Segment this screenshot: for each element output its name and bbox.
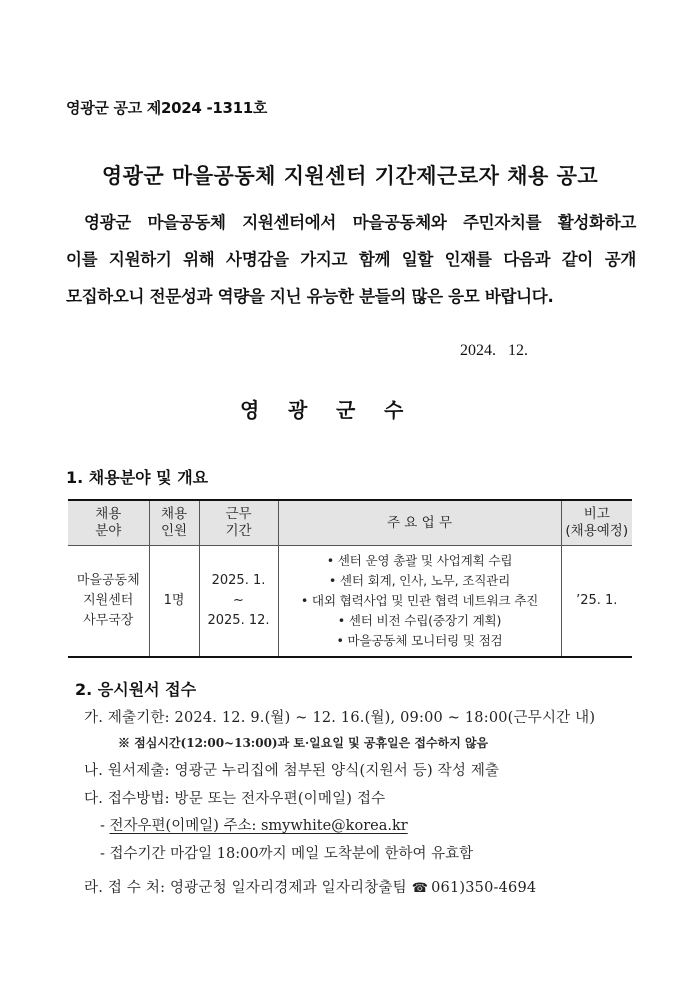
table-row xyxy=(68,546,632,658)
signer-char: 영 xyxy=(240,398,260,422)
submission-deadline: 가. 제출기한: 2024. 12. 9.(월) ~ 12. 16.(월), 09:00 ~ 18:00(근무시간 내) xyxy=(84,710,596,726)
intro-line: 영광군 마을공동체 지원센터에서 마을공동체와 주민자치를 활성화하고 xyxy=(84,213,636,232)
email-deadline-note: - 접수기간 마감일 18:00까지 메일 도착분에 한하여 유효함 xyxy=(100,846,474,862)
header-headcount: 채용 인원 xyxy=(149,500,199,546)
page-title: 영광군 마을공동체 지원센터 기간제근로자 채용 공고 xyxy=(101,164,599,188)
submission-method: 다. 접수방법: 방문 또는 전자우편(이메일) 접수 xyxy=(84,791,386,807)
cell-period: 2025. 1. ~ 2025. 12. xyxy=(199,546,278,658)
intro-line: 모집하오니 전문성과 역량을 지닌 유능한 분들의 많은 응모 바랍니다. xyxy=(66,287,554,306)
notice-date: 2024. 12. xyxy=(460,342,528,359)
intro-line: 이를 지원하기 위해 사명감을 가지고 함께 일할 인재를 다음과 같이 공개 xyxy=(66,250,636,269)
signer xyxy=(240,394,432,423)
duty-item: • 센터 비전 수립(중장기 계획) xyxy=(337,613,502,628)
header-note: 비고 (채용예정) xyxy=(561,500,632,546)
section-1-heading: 1. 채용분야 및 개요 xyxy=(66,468,209,487)
email-link[interactable]: 전자우편(이메일) 주소: smywhite@korea.kr xyxy=(109,818,408,834)
cell-headcount: 1명 xyxy=(149,546,199,658)
duty-item: • 마을공동체 모니터링 및 점검 xyxy=(336,633,503,648)
duty-item: • 대외 협력사업 및 민관 협력 네트워크 추진 xyxy=(300,593,539,608)
phone-icon: ☎ xyxy=(411,881,429,896)
email-address-line: - 전자우편(이메일) 주소: smywhite@korea.kr xyxy=(100,818,408,834)
cell-note: ’25. 1. xyxy=(561,546,632,658)
table-header-row xyxy=(68,500,632,546)
application-submission: 나. 원서제출: 영광군 누리집에 첨부된 양식(지원서 등) 작성 제출 xyxy=(84,763,500,779)
header-duties: 주 요 업 무 xyxy=(278,500,561,546)
signer-char: 군 xyxy=(336,398,356,422)
duty-item: • 센터 운영 총괄 및 사업계획 수립 xyxy=(326,553,513,568)
intro-paragraph xyxy=(66,204,636,315)
section-2-heading: 2. 응시원서 접수 xyxy=(75,680,197,699)
cell-duties xyxy=(278,546,561,658)
lunch-notice: ※ 점심시간(12:00~13:00)과 토·일요일 및 공휴일은 접수하지 않음 xyxy=(118,736,489,750)
phone-number: 061)350-4694 xyxy=(431,880,537,896)
duty-item: • 센터 회계, 인사, 노무, 조직관리 xyxy=(328,573,511,588)
cell-field: 마을공동체 지원센터 사무국장 xyxy=(68,546,149,658)
header-field: 채용 분야 xyxy=(68,500,149,546)
signer-char: 광 xyxy=(288,398,308,422)
signer-char: 수 xyxy=(384,398,404,422)
notice-number: 영광군 공고 제2024 -1311호 xyxy=(66,99,268,117)
recruitment-table xyxy=(68,499,632,658)
header-period: 근무 기간 xyxy=(199,500,278,546)
reception-office: 라. 접 수 처: 영광군청 일자리경제과 일자리창출팀 ☎ 061)350-4694 xyxy=(84,880,537,896)
